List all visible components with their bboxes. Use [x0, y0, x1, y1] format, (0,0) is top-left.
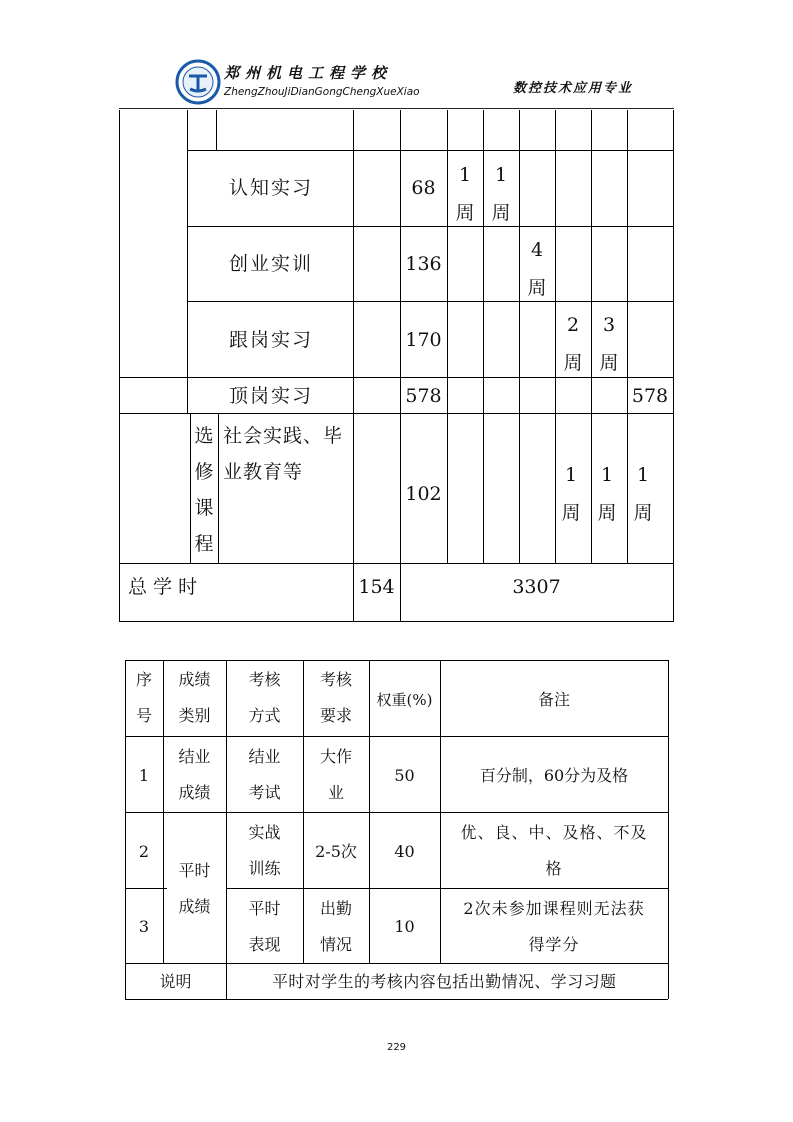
row-method: 平时 表现 — [248, 899, 281, 954]
row-name-post-internship: 顶岗实习 — [229, 385, 314, 407]
grid-line — [218, 413, 219, 563]
page-number: 229 — [386, 1042, 407, 1053]
week-cell: 2 周 — [563, 314, 583, 374]
grid-line — [353, 110, 354, 621]
week-cell: 1 周 — [455, 164, 475, 224]
row-name-follow-internship: 跟岗实习 — [229, 329, 314, 351]
week-cell: 1 周 — [491, 164, 511, 224]
header-note: 备注 — [537, 690, 570, 709]
row-name-social-practice: 社会实践、毕 — [223, 425, 344, 447]
total-label: 总 学 时 — [128, 576, 198, 598]
week-cell: 1 周 — [597, 464, 617, 524]
week-cell: 1 周 — [561, 464, 581, 524]
grid-line — [187, 110, 188, 413]
row-note: 2次未参加课程则无法获 得学分 — [463, 899, 645, 954]
header-divider — [119, 108, 674, 109]
grid-line — [673, 110, 674, 621]
school-logo-icon — [175, 59, 221, 105]
row-name-cognitive-internship: 认知实习 — [229, 177, 314, 199]
row-name-entrepreneurship: 创业实训 — [229, 253, 314, 275]
week-cell: 3 周 — [599, 314, 619, 374]
grid-line — [119, 110, 120, 621]
elective-category: 选 修 课 程 — [194, 425, 214, 555]
remark-text: 平时对学生的考核内容包括出勤情况、学习习题 — [272, 972, 617, 991]
grid-line — [187, 226, 674, 227]
total-credits: 154 — [358, 576, 395, 598]
row-method: 实战 训练 — [248, 823, 281, 878]
row-no: 1 — [138, 766, 150, 785]
grid-line — [119, 563, 674, 564]
grid-line — [119, 621, 674, 622]
row-hours: 136 — [405, 253, 442, 275]
total-hours: 3307 — [512, 576, 561, 598]
header-no: 序 号 — [135, 670, 152, 725]
row-requirement: 出勤 情况 — [319, 899, 352, 954]
row-weight: 40 — [394, 842, 415, 861]
row-hours: 68 — [411, 177, 436, 199]
row-note: 百分制，60分为及格 — [479, 766, 629, 785]
grid-line — [226, 888, 668, 889]
row-weight: 50 — [394, 766, 415, 785]
remark-label: 说明 — [159, 972, 192, 991]
header-requirement: 考核 要求 — [319, 670, 352, 725]
grid-line — [187, 150, 674, 151]
grid-line — [125, 660, 668, 661]
grid-line — [125, 888, 167, 889]
grid-line — [187, 301, 674, 302]
header-category: 成绩 类别 — [178, 670, 211, 725]
school-name-cn: 郑州机电工程学校 — [224, 64, 393, 82]
row-no: 3 — [138, 917, 150, 936]
row-hours: 170 — [405, 329, 442, 351]
row-requirement: 大作 业 — [319, 747, 352, 802]
week-cell: 4 周 — [527, 239, 547, 299]
row-no: 2 — [138, 842, 150, 861]
row-requirement: 2-5次 — [315, 842, 357, 861]
merged-category: 平时 成绩 — [178, 861, 211, 916]
week-cell: 1 周 — [633, 464, 653, 524]
grid-line — [125, 812, 668, 813]
school-name-pinyin: ZhengZhouJiDianGongChengXueXiao — [224, 86, 420, 98]
grid-line — [519, 110, 520, 563]
row-category: 结业 成绩 — [178, 747, 211, 802]
major-name: 数控技术应用专业 — [513, 81, 634, 96]
header-weight: 权重(%) — [376, 691, 433, 709]
row-hours: 102 — [405, 483, 442, 505]
row-name-social-practice-cont: 业教育等 — [223, 461, 304, 483]
row-note: 优、良、中、及格、不及 格 — [460, 823, 648, 878]
grid-line — [668, 660, 669, 999]
row-hours: 578 — [405, 385, 442, 407]
row-weight: 10 — [394, 917, 415, 936]
row-method: 结业 考试 — [248, 747, 281, 802]
week-cell: 578 — [631, 385, 669, 407]
header-method: 考核 方式 — [248, 670, 281, 725]
grid-line — [216, 110, 217, 150]
grid-line — [125, 736, 668, 737]
